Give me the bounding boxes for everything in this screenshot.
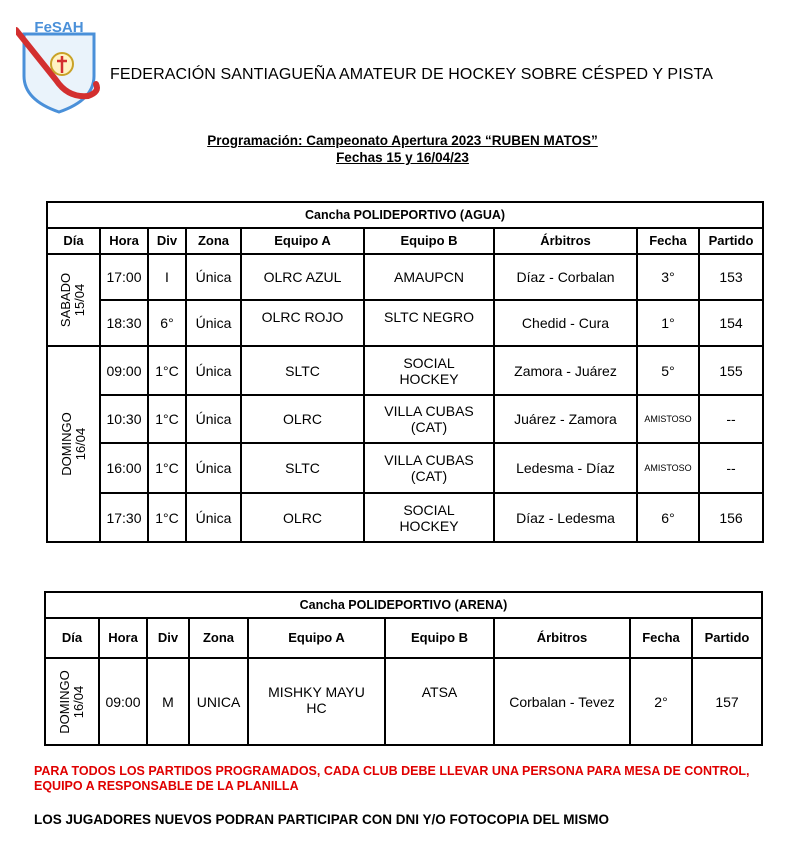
table-row [45, 658, 762, 745]
zona-cell: Única [186, 346, 241, 395]
fecha-cell: 5° [637, 346, 699, 395]
partido-cell: 157 [692, 658, 762, 745]
col-header: Partido [692, 618, 762, 658]
div-cell: 1°C [148, 346, 186, 395]
header-row [47, 228, 763, 254]
col-header: Árbitros [494, 228, 637, 254]
col-header: Hora [100, 228, 148, 254]
equipo-b-cell: VILLA CUBAS (CAT) [364, 395, 494, 443]
day-cell [45, 658, 99, 745]
col-header: Equipo B [385, 618, 494, 658]
logo-text: FeSAH [34, 19, 84, 36]
fecha-cell: 3° [637, 254, 699, 300]
zona-cell: Única [186, 443, 241, 493]
hora-cell: 10:30 [100, 395, 148, 443]
div-cell: 1°C [148, 493, 186, 542]
arbitros-cell: Díaz - Ledesma [494, 493, 637, 542]
hora-cell: 09:00 [100, 346, 148, 395]
venue-caption: Cancha POLIDEPORTIVO (AGUA) [47, 202, 763, 228]
arbitros-cell: Ledesma - Díaz [494, 443, 637, 493]
col-header: Zona [186, 228, 241, 254]
col-header: Equipo B [364, 228, 494, 254]
table-row [47, 443, 763, 493]
partido-cell: 153 [699, 254, 763, 300]
partido-cell: 156 [699, 493, 763, 542]
black-notice: LOS JUGADORES NUEVOS PODRAN PARTICIPAR CON DNI Y/O FOTOCOPIA DEL MISMO [34, 812, 610, 827]
day-label: SABADO 15/04 [58, 272, 88, 328]
zona-cell: UNICA [189, 658, 248, 745]
header-row [45, 618, 762, 658]
col-header: Div [147, 618, 189, 658]
zona-cell: Única [186, 300, 241, 346]
div-cell: I [148, 254, 186, 300]
arbitros-cell: Juárez - Zamora [494, 395, 637, 443]
arbitros-cell: Díaz - Corbalan [494, 254, 637, 300]
table-row [47, 300, 763, 346]
equipo-a-cell: OLRC AZUL [241, 254, 364, 300]
organization-name: FEDERACIÓN SANTIAGUEÑA AMATEUR DE HOCKEY SOBRE CÉSPED Y PISTA [110, 66, 713, 83]
equipo-a-cell: SLTC [241, 443, 364, 493]
hora-cell: 17:30 [100, 493, 148, 542]
div-cell: 1°C [148, 443, 186, 493]
equipo-a-cell: OLRC [241, 395, 364, 443]
arbitros-cell: Corbalan - Tevez [494, 658, 630, 745]
fesah-logo [16, 18, 102, 114]
col-header: Div [148, 228, 186, 254]
col-header: Fecha [630, 618, 692, 658]
col-header: Fecha [637, 228, 699, 254]
page-title: Programación: Campeonato Apertura 2023 “RUBEN MATOS” [207, 133, 598, 148]
hora-cell: 09:00 [99, 658, 147, 745]
arbitros-cell: Zamora - Juárez [494, 346, 637, 395]
div-cell: M [147, 658, 189, 745]
partido-cell: -- [699, 395, 763, 443]
col-header: Árbitros [494, 618, 630, 658]
fecha-cell: AMISTOSO [637, 395, 699, 443]
partido-cell: 155 [699, 346, 763, 395]
col-header: Equipo A [248, 618, 385, 658]
div-cell: 1°C [148, 395, 186, 443]
table-row [47, 254, 763, 300]
equipo-b-cell: ATSA [385, 658, 494, 745]
table-row [47, 493, 763, 542]
day-label: DOMINGO 16/04 [58, 412, 88, 476]
day-cell [47, 346, 100, 542]
equipo-a-cell: OLRC [241, 493, 364, 542]
equipo-b-cell: SOCIAL HOCKEY [364, 346, 494, 395]
equipo-b-cell: AMAUPCN [364, 254, 494, 300]
equipo-b-cell: SOCIAL HOCKEY [364, 493, 494, 542]
fecha-cell: AMISTOSO [637, 443, 699, 493]
schedule-table-arena [44, 591, 763, 746]
day-cell [47, 254, 100, 346]
equipo-a-cell: OLRC ROJO [241, 300, 364, 346]
col-header: Zona [189, 618, 248, 658]
zona-cell: Única [186, 395, 241, 443]
arbitros-cell: Chedid - Cura [494, 300, 637, 346]
fecha-cell: 6° [637, 493, 699, 542]
div-cell: 6° [148, 300, 186, 346]
fecha-cell: 1° [637, 300, 699, 346]
partido-cell: -- [699, 443, 763, 493]
day-label: DOMINGO 16/04 [57, 669, 86, 734]
table-row [47, 395, 763, 443]
col-header: Día [45, 618, 99, 658]
col-header: Día [47, 228, 100, 254]
col-header: Hora [99, 618, 147, 658]
zona-cell: Única [186, 254, 241, 300]
red-notice: PARA TODOS LOS PARTIDOS PROGRAMADOS, CADA CLUB DEBE LLEVAR UNA PERSONA PARA MESA DE CONTROL, EQUIPO A RESPONSABLE DE LA PLANILLA [34, 764, 750, 793]
table-row [47, 346, 763, 395]
page-subtitle: Fechas 15 y 16/04/23 [336, 150, 469, 165]
partido-cell: 154 [699, 300, 763, 346]
zona-cell: Única [186, 493, 241, 542]
col-header: Equipo A [241, 228, 364, 254]
hora-cell: 16:00 [100, 443, 148, 493]
hora-cell: 18:30 [100, 300, 148, 346]
equipo-a-cell: SLTC [241, 346, 364, 395]
equipo-b-cell: SLTC NEGRO [364, 300, 494, 346]
schedule-table-agua [46, 201, 764, 543]
venue-caption: Cancha POLIDEPORTIVO (ARENA) [45, 592, 762, 618]
equipo-b-cell: VILLA CUBAS (CAT) [364, 443, 494, 493]
col-header: Partido [699, 228, 763, 254]
hora-cell: 17:00 [100, 254, 148, 300]
equipo-a-cell: MISHKY MAYU HC [248, 658, 385, 745]
fecha-cell: 2° [630, 658, 692, 745]
